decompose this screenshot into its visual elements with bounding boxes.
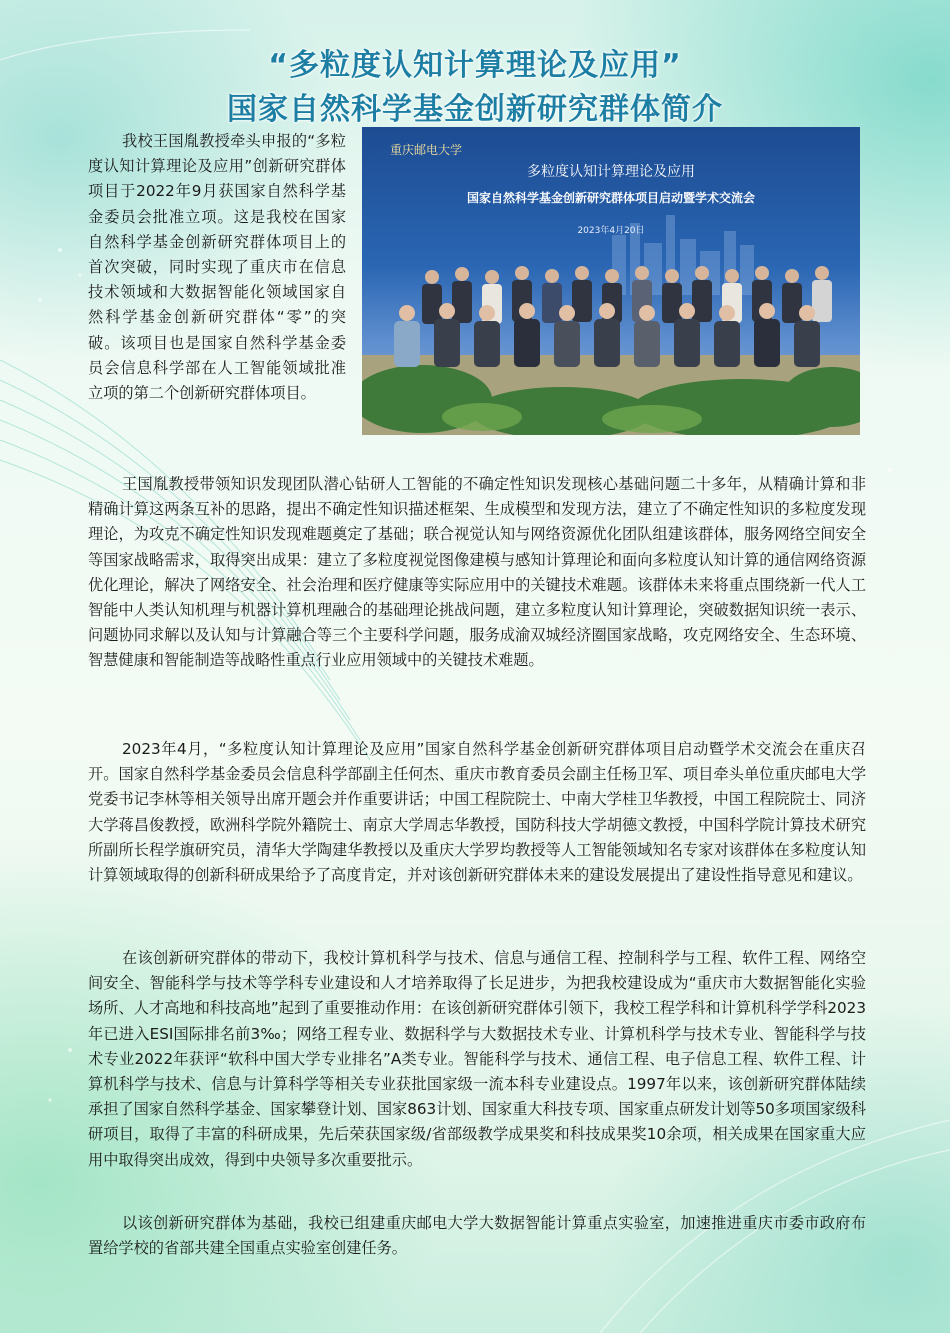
paragraph-3: 2023年4月，“多粒度认知计算理论及应用”国家自然科学基金创新研究群体项目启动暨学术交流会在重庆召开。国家自然科学基金委员会信息科学部副主任何杰、重庆市教育委员会副主任杨卫军、项目牵头单位重庆邮电大学党委书记李林等相关领导出席开题会并作重要讲话；中国工程院院士、中南大学桂卫华教授，中国工程院院士、同济大学蒋昌俊教授，欧洲科学院外籍院士、南京大学周志华教授，国防科技大学胡德文教授，中国科学院计算技术研究所副所长程学旗研究员，清华大学陶建华教授以及重庆大学罗均教授等人工智能领域知名专家对该群体在多粒度认知计算领域取得的创新科研成果给予了高度肯定，并对该创新研究群体未来的建设发展提出了建设性指导意见和建议。 — [88, 740, 866, 885]
paragraph-5: 以该创新研究群体为基础，我校已组建重庆邮电大学大数据智能计算重点实验室，加速推进重庆市委市政府布置给学校的省部共建全国重点实验室创建任务。 — [88, 1214, 866, 1258]
paragraph-1: 我校王国胤教授牵头申报的“多粒度认知计算理论及应用”创新研究群体项目于2022年9月获国家自然科学基金委员会批准立项。这是我校在国家自然科学基金创新研究群体项目上的首次突破，同时实现了重庆市在信息技术领域和大数据智能化领域国家自然科学基金创新研究群体“零”的突破。该项目也是国家自然科学基金委员会信息科学部在人工智能领域批准立项的第二个创新研究群体项目。 — [88, 132, 346, 403]
banner-date: 2023年4月20日 — [577, 226, 645, 236]
group-photo — [362, 127, 860, 435]
paragraph-2: 王国胤教授带领知识发现团队潜心钻研人工智能的不确定性知识发现核心基础问题二十多年，从精确计算和非精确计算这两条互补的思路，提出不确定性知识描述框架、生成模型和发现方法，建立了不确定性知识的多粒度发现理论，为攻克不确定性知识发现难题奠定了基础；联合视觉认知与网络资源优化团队组建该群体，服务网络空间安全等国家战略需求，取得突出成果：建立了多粒度视觉图像建模与感知计算理论和面向多粒度认知计算的通信网络资源优化理论，解决了网络安全、社会治理和医疗健康等实际应用中的关键技术难题。该群体未来将重点围绕新一代人工智能中人类认知机理与机器计算机理融合的基础理论挑战问题，建立多粒度认知计算理论，突破数据知识统一表示、问题协同求解以及认知与计算融合等三个主要科学问题，服务成渝双城经济圈国家战略，攻克网络安全、生态环境、智慧健康和智能制造等战略性重点行业应用领域中的关键技术难题。 — [88, 475, 866, 670]
university-logo: 重庆邮电大学 — [390, 143, 463, 157]
page-title-line2: 国家自然科学基金创新研究群体简介 — [227, 92, 723, 127]
banner-subtitle: 国家自然科学基金创新研究群体项目启动暨学术交流会 — [466, 191, 755, 205]
paragraph-4: 在该创新研究群体的带动下，我校计算机科学与技术、信息与通信工程、控制科学与工程、软件工程、网络空间安全、智能科学与技术等学科专业建设和人才培养取得了长足进步，为把我校建设成为“重庆市大数据智能化实验场所、人才高地和科技高地”起到了重要推动作用：在该创新研究群体引领下，我校工程学科和计算机科学学科2023年已进入ESI国际排名前3‰；网络工程专业、数据科学与大数据技术专业、计算机科学与技术专业、智能科学与技术专业2022年获评“软科中国大学专业排名”A类专业。智能科学与技术、通信工程、电子信息工程、软件工程、计算机科学与技术、信息与计算科学等相关专业获批国家级一流本科专业建设点。1997年以来，该创新研究群体陆续承担了国家自然科学基金、国家攀登计划、国家863计划、国家重大科技专项、国家重点研发计划等50多项国家级科研项目，取得了丰富的科研成果，先后荣获国家级/省部级教学成果奖和科技成果奖10余项，相关成果在国家重大应用中取得突出成效，得到中央领导多次重要批示。 — [88, 949, 866, 1169]
banner-title: 多粒度认知计算理论及应用 — [527, 164, 695, 180]
page-title-line1: “多粒度认知计算理论及应用” — [268, 48, 682, 83]
